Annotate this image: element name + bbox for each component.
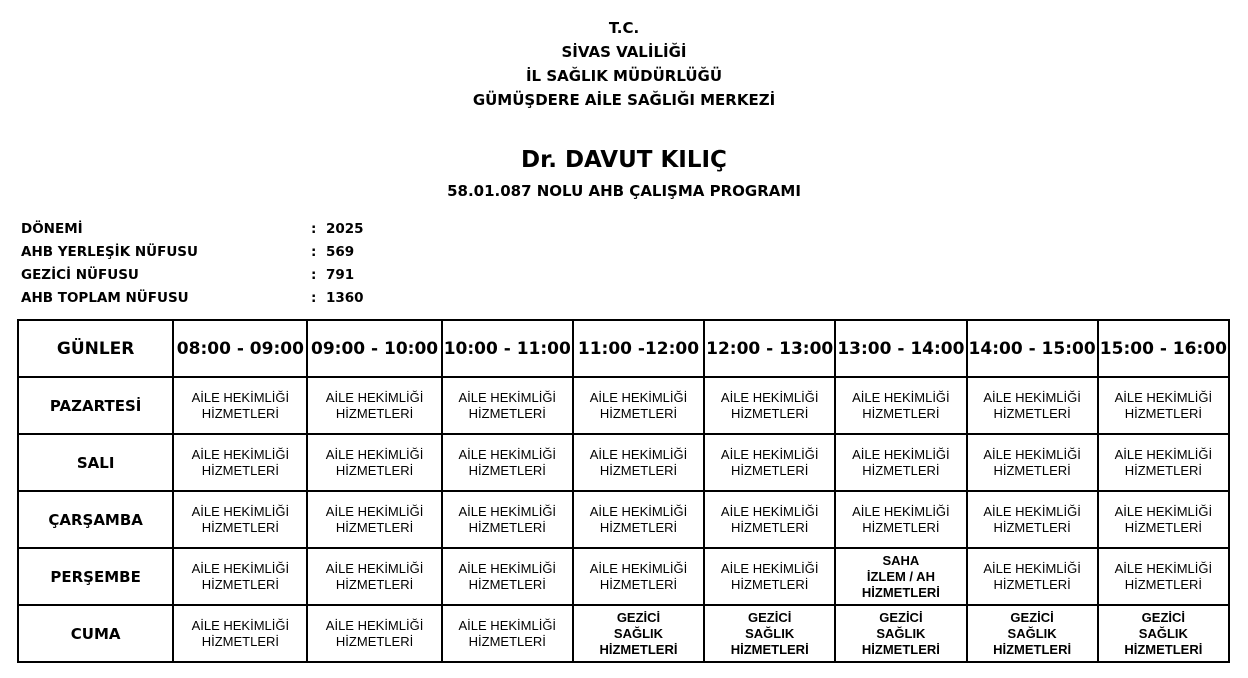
schedule-cell-text: AİLE HEKİMLİĞİ HİZMETLERİ <box>191 503 290 535</box>
schedule-cell <box>173 434 307 491</box>
schedule-cell <box>307 377 441 434</box>
schedule-cell-text: AİLE HEKİMLİĞİ HİZMETLERİ <box>589 446 688 478</box>
schedule-cell-text: AİLE HEKİMLİĞİ HİZMETLERİ <box>191 617 290 649</box>
schedule-cell-text: AİLE HEKİMLİĞİ HİZMETLERİ <box>720 560 819 592</box>
info-value: 2025 <box>326 221 364 237</box>
schedule-cell-text: GEZİCİ SAĞLIK HİZMETLERİ <box>861 609 940 657</box>
schedule-cell-text: AİLE HEKİMLİĞİ HİZMETLERİ <box>1114 446 1213 478</box>
schedule-cell <box>307 434 441 491</box>
schedule-cell <box>835 548 966 605</box>
schedule-cell-text: AİLE HEKİMLİĞİ HİZMETLERİ <box>589 560 688 592</box>
schedule-cell-text: AİLE HEKİMLİĞİ HİZMETLERİ <box>458 617 557 649</box>
schedule-cell <box>704 434 835 491</box>
schedule-cell-text: AİLE HEKİMLİĞİ HİZMETLERİ <box>983 503 1081 535</box>
schedule-cell <box>173 548 307 605</box>
document-header <box>0 16 1248 112</box>
header-line-tc: T.C. <box>608 19 640 37</box>
schedule-cell-text: AİLE HEKİMLİĞİ HİZMETLERİ <box>191 389 290 421</box>
schedule-cell <box>442 605 573 662</box>
header-line-health-directorate: İL SAĞLIK MÜDÜRLÜĞÜ <box>525 67 723 85</box>
info-label: GEZİCİ NÜFUSU <box>21 267 139 283</box>
schedule-cell <box>704 377 835 434</box>
schedule-table <box>17 319 1230 663</box>
schedule-cell-text: AİLE HEKİMLİĞİ HİZMETLERİ <box>458 560 557 592</box>
schedule-cell-text: AİLE HEKİMLİĞİ HİZMETLERİ <box>720 446 819 478</box>
schedule-cell-text: AİLE HEKİMLİĞİ HİZMETLERİ <box>1114 503 1213 535</box>
table-body <box>18 377 1229 662</box>
schedule-cell <box>573 434 704 491</box>
table-row <box>18 377 1229 434</box>
doctor-name: Dr. DAVUT KILIÇ <box>521 147 727 173</box>
table-row <box>18 434 1229 491</box>
info-value: 1360 <box>326 290 364 306</box>
schedule-cell <box>442 377 573 434</box>
header-slot: 14:00 - 15:00 <box>967 320 1098 377</box>
schedule-cell-text: AİLE HEKİMLİĞİ HİZMETLERİ <box>720 389 819 421</box>
schedule-cell-text: AİLE HEKİMLİĞİ HİZMETLERİ <box>458 446 557 478</box>
schedule-cell <box>1098 605 1229 662</box>
schedule-cell-text: AİLE HEKİMLİĞİ HİZMETLERİ <box>983 446 1081 478</box>
day-cell: ÇARŞAMBA <box>18 491 173 548</box>
header-line-health-center: GÜMÜŞDERE AİLE SAĞLIĞI MERKEZİ <box>472 91 776 109</box>
day-cell: PAZARTESİ <box>18 377 173 434</box>
schedule-cell-text: GEZİCİ SAĞLIK HİZMETLERİ <box>1124 609 1203 657</box>
schedule-cell-text: AİLE HEKİMLİĞİ HİZMETLERİ <box>852 446 950 478</box>
schedule-cell <box>1098 434 1229 491</box>
info-colon: : <box>311 244 317 260</box>
header-slot: 08:00 - 09:00 <box>173 320 307 377</box>
schedule-cell-text: AİLE HEKİMLİĞİ HİZMETLERİ <box>191 446 290 478</box>
info-colon: : <box>311 267 317 283</box>
header-days: GÜNLER <box>18 320 173 377</box>
schedule-cell <box>307 548 441 605</box>
day-cell: SALI <box>18 434 173 491</box>
schedule-cell <box>1098 491 1229 548</box>
schedule-cell-text: AİLE HEKİMLİĞİ HİZMETLERİ <box>852 389 950 421</box>
schedule-cell <box>173 605 307 662</box>
table-row <box>18 491 1229 548</box>
header-slot: 12:00 - 13:00 <box>704 320 835 377</box>
schedule-cell <box>573 377 704 434</box>
schedule-cell-text: AİLE HEKİMLİĞİ HİZMETLERİ <box>1114 560 1213 592</box>
schedule-cell-text: AİLE HEKİMLİĞİ HİZMETLERİ <box>458 389 557 421</box>
schedule-cell <box>1098 548 1229 605</box>
info-colon: : <box>311 221 317 237</box>
schedule-cell <box>967 548 1098 605</box>
schedule-cell-text: AİLE HEKİMLİĞİ HİZMETLERİ <box>458 503 557 535</box>
schedule-cell-text: AİLE HEKİMLİĞİ HİZMETLERİ <box>589 389 688 421</box>
schedule-cell-text: AİLE HEKİMLİĞİ HİZMETLERİ <box>325 503 424 535</box>
table-row <box>18 548 1229 605</box>
schedule-cell <box>307 491 441 548</box>
table-row <box>18 605 1229 662</box>
schedule-cell-text: AİLE HEKİMLİĞİ HİZMETLERİ <box>325 446 424 478</box>
schedule-cell <box>442 548 573 605</box>
schedule-cell <box>573 605 704 662</box>
schedule-cell <box>967 434 1098 491</box>
schedule-cell <box>173 491 307 548</box>
day-cell: PERŞEMBE <box>18 548 173 605</box>
schedule-cell <box>1098 377 1229 434</box>
schedule-cell <box>967 605 1098 662</box>
schedule-cell-text: AİLE HEKİMLİĞİ HİZMETLERİ <box>589 503 688 535</box>
header-slot: 10:00 - 11:00 <box>442 320 573 377</box>
schedule-cell-text: AİLE HEKİMLİĞİ HİZMETLERİ <box>191 560 290 592</box>
schedule-cell-text: AİLE HEKİMLİĞİ HİZMETLERİ <box>983 389 1081 421</box>
schedule-cell-text: AİLE HEKİMLİĞİ HİZMETLERİ <box>325 617 424 649</box>
info-label: AHB YERLEŞİK NÜFUSU <box>21 244 198 260</box>
schedule-cell <box>442 491 573 548</box>
schedule-cell <box>967 491 1098 548</box>
schedule-cell-text: AİLE HEKİMLİĞİ HİZMETLERİ <box>852 503 950 535</box>
schedule-cell-text: AİLE HEKİMLİĞİ HİZMETLERİ <box>720 503 819 535</box>
header-slot: 13:00 - 14:00 <box>835 320 966 377</box>
header-slot: 15:00 - 16:00 <box>1098 320 1229 377</box>
header-line-governorship: SİVAS VALİLİĞİ <box>561 43 687 61</box>
schedule-cell-text: SAHA İZLEM / AH HİZMETLERİ <box>861 552 940 600</box>
info-value: 791 <box>326 267 355 283</box>
schedule-cell-text: GEZİCİ SAĞLIK HİZMETLERİ <box>730 609 809 657</box>
schedule-cell <box>704 491 835 548</box>
schedule-cell <box>835 605 966 662</box>
schedule-cell-text: GEZİCİ SAĞLIK HİZMETLERİ <box>599 609 678 657</box>
schedule-cell-text: AİLE HEKİMLİĞİ HİZMETLERİ <box>983 560 1081 592</box>
schedule-cell-text: AİLE HEKİMLİĞİ HİZMETLERİ <box>325 389 424 421</box>
schedule-cell <box>704 605 835 662</box>
schedule-cell-text: AİLE HEKİMLİĞİ HİZMETLERİ <box>1114 389 1213 421</box>
schedule-cell <box>442 434 573 491</box>
schedule-cell <box>967 377 1098 434</box>
header-slot: 09:00 - 10:00 <box>307 320 441 377</box>
schedule-cell-text: GEZİCİ SAĞLIK HİZMETLERİ <box>993 609 1072 657</box>
schedule-cell <box>307 605 441 662</box>
schedule-cell <box>573 491 704 548</box>
schedule-cell <box>835 491 966 548</box>
info-label: DÖNEMİ <box>21 221 83 237</box>
info-value: 569 <box>326 244 355 260</box>
schedule-cell <box>573 548 704 605</box>
info-colon: : <box>311 290 317 306</box>
schedule-cell <box>173 377 307 434</box>
schedule-cell <box>704 548 835 605</box>
info-label: AHB TOPLAM NÜFUSU <box>21 290 189 306</box>
day-cell: CUMA <box>18 605 173 662</box>
schedule-cell <box>835 377 966 434</box>
table-header-row <box>18 320 1229 377</box>
header-slot: 11:00 -12:00 <box>573 320 704 377</box>
schedule-cell <box>835 434 966 491</box>
schedule-cell-text: AİLE HEKİMLİĞİ HİZMETLERİ <box>325 560 424 592</box>
program-title: 58.01.087 NOLU AHB ÇALIŞMA PROGRAMI <box>447 182 801 200</box>
